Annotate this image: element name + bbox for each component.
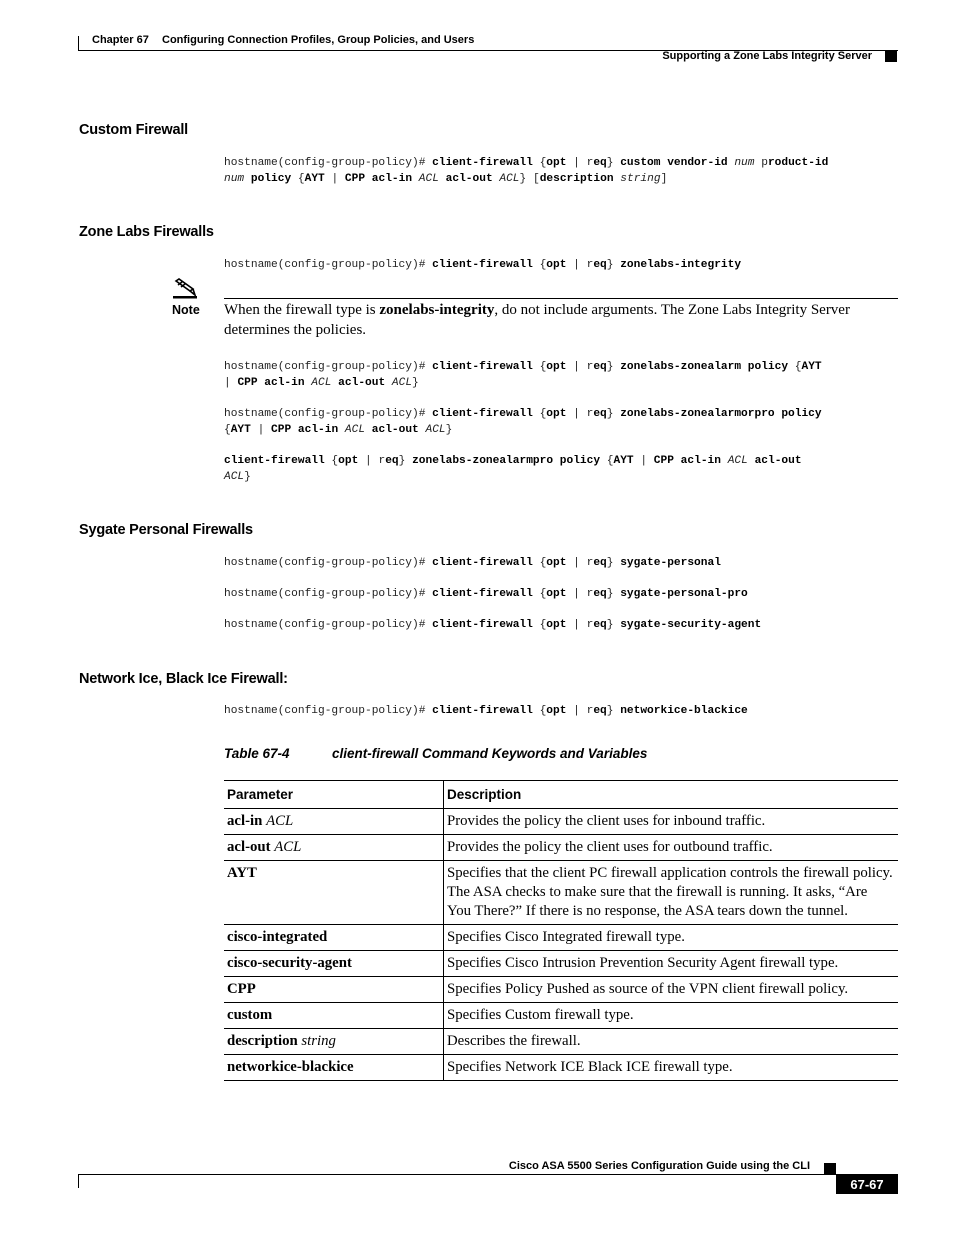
heading-network-ice: Network Ice, Black Ice Firewall: [79,671,288,687]
header-section: Supporting a Zone Labs Integrity Server [662,50,872,62]
table-caption-number: Table 67-4 [224,746,290,761]
code-zonealarmorpro: hostname(config-group-policy)# client-firewall {opt | req} zonelabs-zonealarmorpro policy {AYT | CPP acl-in ACL acl-out ACL} [224,408,822,436]
parameter-cell [224,1029,444,1055]
description-cell: Provides the policy the client uses for outbound traffic. [444,835,899,861]
code-sygate-personal-pro: hostname(config-group-policy)# client-firewall {opt | req} sygate-personal-pro [224,588,748,600]
code-networkice: hostname(config-group-policy)# client-firewall {opt | req} networkice-blackice [224,705,748,717]
parameter-keyword: cisco-security-agent [227,955,352,971]
column-header-parameter: Parameter [224,781,444,809]
parameter-variable: ACL [274,839,302,855]
parameter-cell [224,809,444,835]
description-cell: Specifies Policy Pushed as source of the VPN client firewall policy. [444,977,899,1003]
table-row [224,1003,898,1029]
parameter-table [224,780,898,1081]
parameter-keyword: description [227,1033,298,1049]
table-row [224,977,898,1003]
parameter-variable: string [301,1033,336,1049]
header-chapter: Chapter 67 [92,34,149,46]
code-zonealarmpro: client-firewall {opt | req} zonelabs-zonealarmpro policy {AYT | CPP acl-in ACL acl-out ACL} [224,455,802,483]
parameter-cell [224,977,444,1003]
parameter-keyword: acl-out [227,839,271,855]
table-row [224,809,898,835]
parameter-cell [224,835,444,861]
table-row [224,1029,898,1055]
code-sygate-security-agent: hostname(config-group-policy)# client-firewall {opt | req} sygate-security-agent [224,619,762,631]
footer-guide-title: Cisco ASA 5500 Series Configuration Guide using the CLI [508,1160,810,1172]
parameter-keyword: networkice-blackice [227,1059,354,1075]
header-left-rule [78,36,79,51]
parameter-cell [224,861,444,925]
parameter-keyword: CPP [227,981,256,997]
parameter-keyword: cisco-integrated [227,929,328,945]
table-caption-title: client-firewall Command Keywords and Variables [332,746,648,761]
heading-sygate: Sygate Personal Firewalls [79,522,253,538]
parameter-keyword: AYT [227,865,257,881]
header-block [885,51,897,62]
note-label: Note [172,303,200,317]
description-cell: Specifies that the client PC firewall application controls the firewall policy. The ASA checks to make sure that the firewall is running. It asks, “Are You There?” If there is no response, the ASA tears down the tunnel. [444,861,899,925]
parameter-keyword: custom [227,1007,273,1023]
description-cell: Specifies Network ICE Black ICE firewall type. [444,1055,899,1081]
footer-page-number: 67-67 [850,1177,884,1192]
footer-block [824,1163,836,1174]
code-sygate-personal: hostname(config-group-policy)# client-firewall {opt | req} sygate-personal [224,557,721,569]
code-zonelabs-integrity: hostname(config-group-policy)# client-firewall {opt | req} zonelabs-integrity [224,259,742,271]
header-chapter-title: Configuring Connection Profiles, Group Policies, and Users [162,34,475,46]
code-custom-firewall: hostname(config-group-policy)# client-firewall {opt | req} custom vendor-id num product-id num policy {AYT | CPP acl-in ACL acl-out ACL} [description string] [224,157,829,185]
description-cell: Specifies Custom firewall type. [444,1003,899,1029]
pencil-icon [172,276,198,300]
heading-custom-firewall: Custom Firewall [79,122,188,138]
parameter-cell [224,1055,444,1081]
parameter-keyword: acl-in [227,813,263,829]
parameter-cell [224,951,444,977]
note-rule [224,298,898,299]
description-cell: Specifies Cisco Intrusion Prevention Security Agent firewall type. [444,951,899,977]
parameter-variable: ACL [266,813,294,829]
table-row [224,861,898,925]
note-text: When the firewall type is zonelabs-integrity, do not include arguments. The Zone Labs Integrity Server determines the policies. [224,302,850,338]
heading-zone-labs: Zone Labs Firewalls [79,224,214,240]
table-header-row [224,781,898,809]
footer-left-rule [78,1174,79,1188]
table-row [224,835,898,861]
table-row [224,925,898,951]
parameter-cell [224,925,444,951]
description-cell: Describes the firewall. [444,1029,899,1055]
table-row [224,1055,898,1081]
parameter-cell [224,1003,444,1029]
column-header-description: Description [444,781,899,809]
footer-rule [78,1174,898,1175]
description-cell: Specifies Cisco Integrated firewall type. [444,925,899,951]
table-row [224,951,898,977]
description-cell: Provides the policy the client uses for inbound traffic. [444,809,899,835]
code-zonealarm: hostname(config-group-policy)# client-firewall {opt | req} zonelabs-zonealarm policy {AYT | CPP acl-in ACL acl-out ACL} [224,361,822,389]
